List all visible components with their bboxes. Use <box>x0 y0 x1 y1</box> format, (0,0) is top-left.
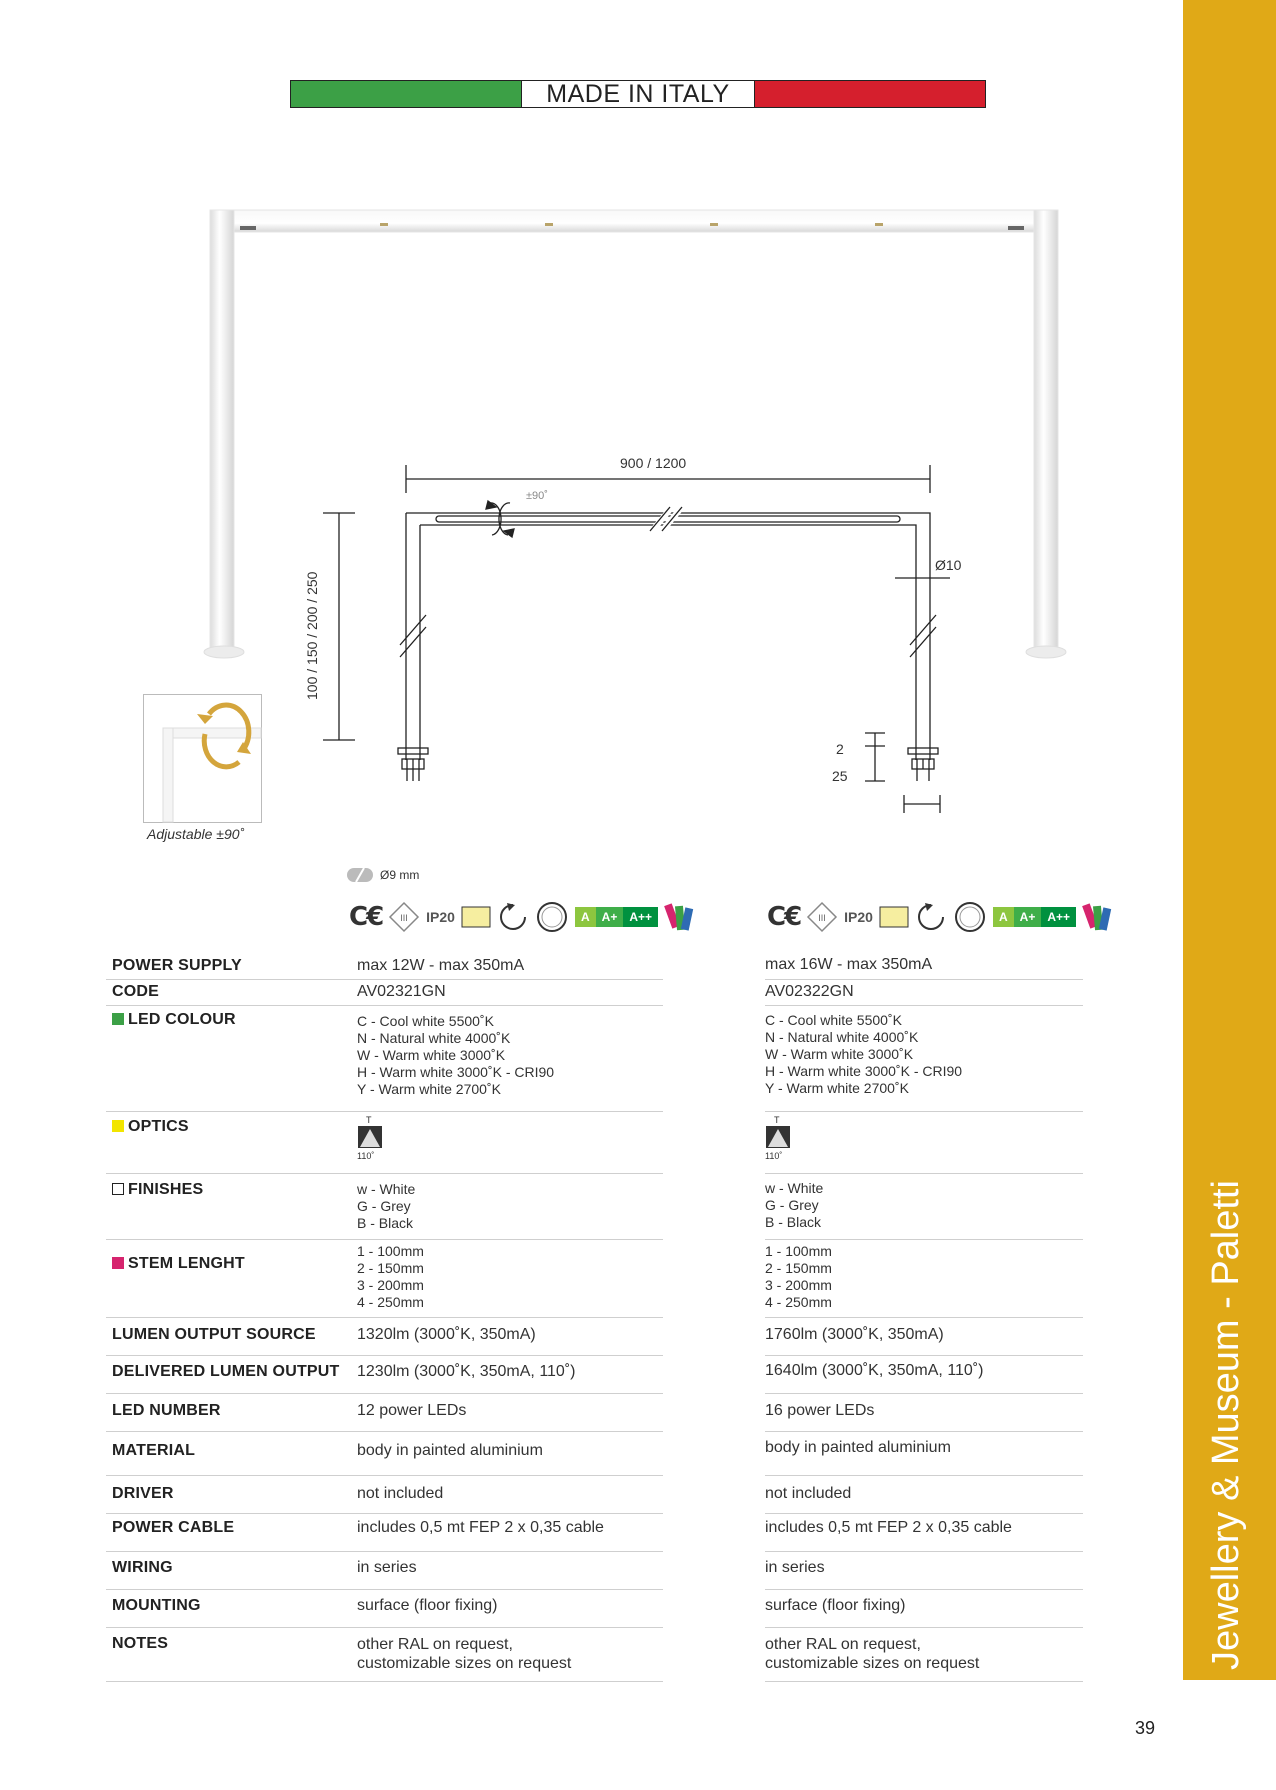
dim-25: 25 <box>832 768 848 784</box>
ip20-label: IP20 <box>426 909 455 925</box>
spec-row-material <box>106 1431 1081 1475</box>
spec-value-1: in series <box>357 1559 417 1576</box>
led-colour-options-2: C - Cool white 5500˚K N - Natural white 4000˚K W - Warm white 3000˚K H - Warm white 3000˚K - CRI90 Y - Warm white 2700˚K <box>765 1012 963 1096</box>
spec-value-2: AV02322GN <box>765 983 854 1000</box>
energy-a: A <box>993 907 1014 927</box>
spec-value-1: AV02321GN <box>357 983 446 1000</box>
green-square-icon <box>112 1013 124 1025</box>
led-strip-icon <box>461 906 491 928</box>
spec-row-finishes <box>106 1173 1081 1239</box>
spec-value-1: body in painted aluminium <box>357 1442 543 1459</box>
finishes-options-1: w - White G - Grey B - Black <box>357 1181 416 1231</box>
cable-label: Ø9 mm <box>380 868 420 882</box>
spec-row-led-colour <box>106 1005 1081 1111</box>
spec-row-driver <box>106 1475 1081 1513</box>
spec-row-notes <box>106 1627 1081 1681</box>
rotation-icon <box>915 901 947 933</box>
svg-text:III: III <box>818 913 826 923</box>
cable-icon <box>346 866 374 884</box>
spec-value-2: not included <box>765 1485 852 1502</box>
spec-value-1: 1230lm (3000˚K, 350mA, 110˚) <box>357 1363 576 1380</box>
energy-class-badge <box>993 907 1076 927</box>
spec-value-2: surface (floor fixing) <box>765 1597 906 1614</box>
class-iii-icon <box>806 901 838 933</box>
spec-value-2: 16 power LEDs <box>765 1402 875 1419</box>
spec-row-power-supply <box>106 951 1081 979</box>
spec-label: DRIVER <box>112 1485 174 1502</box>
spec-value-1: max 12W - max 350mA <box>357 957 525 974</box>
spec-value-1: includes 0,5 mt FEP 2 x 0,35 cable <box>357 1519 604 1536</box>
spec-row-delivered-lumen-output <box>106 1355 1081 1393</box>
spec-label: MOUNTING <box>112 1597 201 1614</box>
ral-colors-icon <box>1082 900 1114 934</box>
ip20-label: IP20 <box>844 909 873 925</box>
spec-value-1: surface (floor fixing) <box>357 1597 498 1614</box>
certification-icons-2 <box>767 900 1114 934</box>
spec-value-1: not included <box>357 1485 444 1502</box>
white-square-icon <box>112 1183 124 1195</box>
tilt-icon <box>535 900 569 934</box>
spec-label: POWER SUPPLY <box>112 957 242 974</box>
spec-label: CODE <box>112 983 160 1000</box>
spec-label: DELIVERED LUMEN OUTPUT <box>112 1363 340 1380</box>
adjustable-detail-image <box>143 694 263 824</box>
spec-value-2: 1640lm (3000˚K, 350mA, 110˚) <box>765 1362 984 1379</box>
energy-a: A <box>575 907 596 927</box>
spec-label: FINISHES <box>112 1181 203 1199</box>
side-band-title: Jewellery & Museum - Paletti <box>1205 1180 1247 1670</box>
spec-label: WIRING <box>112 1559 173 1576</box>
spec-row-stem-lenght <box>106 1239 1081 1317</box>
certification-icons-1 <box>349 900 696 934</box>
class-iii-icon <box>388 901 420 933</box>
dim-height: 100 / 150 / 200 / 250 <box>304 571 320 700</box>
notes-value-1: other RAL on request, customizable sizes on request <box>357 1636 572 1672</box>
energy-class-badge <box>575 907 658 927</box>
energy-a-plus: A+ <box>1014 907 1042 927</box>
ral-colors-icon <box>664 900 696 934</box>
dim-rotation: ±90˚ <box>526 490 548 502</box>
optic-beam-icon <box>765 1125 791 1149</box>
spec-row-wiring <box>106 1551 1081 1589</box>
adjustable-caption: Adjustable ±90˚ <box>147 826 245 842</box>
spec-label: LUMEN OUTPUT SOURCE <box>112 1326 316 1343</box>
made-in-italy-banner <box>290 80 986 108</box>
spec-value-2: max 16W - max 350mA <box>765 956 933 973</box>
spec-label: MATERIAL <box>112 1442 196 1459</box>
dim-2: 2 <box>836 741 844 757</box>
optic-beam-icon <box>357 1125 383 1149</box>
spec-row-optics <box>106 1111 1081 1173</box>
spec-value-1: 12 power LEDs <box>357 1402 467 1419</box>
energy-a-plus-plus: A++ <box>623 907 658 927</box>
spec-label: LED COLOUR <box>112 1011 236 1029</box>
finishes-options-2: w - White G - Grey B - Black <box>765 1180 824 1230</box>
optics-2: T 110˚ <box>765 1115 1075 1161</box>
spec-value-2: in series <box>765 1559 825 1576</box>
ce-mark-icon: C€ <box>767 902 801 932</box>
tilt-icon <box>953 900 987 934</box>
ce-mark-icon: C€ <box>349 902 383 932</box>
spec-label: STEM LENGHT <box>112 1255 245 1273</box>
technical-drawing <box>290 455 990 825</box>
spec-label: POWER CABLE <box>112 1519 235 1536</box>
page-number: 39 <box>1135 1718 1156 1738</box>
flag-red <box>755 81 985 107</box>
cable-spec <box>346 866 419 884</box>
flag-green <box>291 81 521 107</box>
spec-label: LED NUMBER <box>112 1402 221 1419</box>
spec-label: OPTICS <box>112 1118 189 1136</box>
stem-options-1: 1 - 100mm 2 - 150mm 3 - 200mm 4 - 250mm <box>357 1243 424 1310</box>
rotation-icon <box>497 901 529 933</box>
spec-row-code <box>106 979 1081 1005</box>
spec-row-led-number <box>106 1393 1081 1431</box>
svg-text:III: III <box>400 913 408 923</box>
magenta-square-icon <box>112 1257 124 1269</box>
spec-value-2: body in painted aluminium <box>765 1439 951 1456</box>
column-gap <box>664 950 764 1690</box>
led-strip-icon <box>879 906 909 928</box>
dim-diameter: Ø10 <box>935 557 962 573</box>
yellow-square-icon <box>112 1120 124 1132</box>
spec-value-2: includes 0,5 mt FEP 2 x 0,35 cable <box>765 1519 1012 1536</box>
spec-row-lumen-output-source <box>106 1317 1081 1355</box>
energy-a-plus-plus: A++ <box>1041 907 1076 927</box>
spec-row-mounting <box>106 1589 1081 1627</box>
dim-width: 900 / 1200 <box>620 455 687 471</box>
spec-value-2: 1760lm (3000˚K, 350mA) <box>765 1326 944 1343</box>
stem-options-2: 1 - 100mm 2 - 150mm 3 - 200mm 4 - 250mm <box>765 1243 832 1310</box>
energy-a-plus: A+ <box>596 907 624 927</box>
notes-value-2: other RAL on request, customizable sizes on request <box>765 1636 980 1672</box>
spec-value-1: 1320lm (3000˚K, 350mA) <box>357 1326 536 1343</box>
optics-1: T 110˚ <box>357 1115 667 1161</box>
spec-row-power-cable <box>106 1513 1081 1551</box>
banner-text: MADE IN ITALY <box>521 81 755 107</box>
spec-label: NOTES <box>112 1635 169 1652</box>
led-colour-options-1: C - Cool white 5500˚K N - Natural white 4000˚K W - Warm white 3000˚K H - Warm white 3000˚K - CRI90 Y - Warm white 2700˚K <box>357 1013 555 1097</box>
